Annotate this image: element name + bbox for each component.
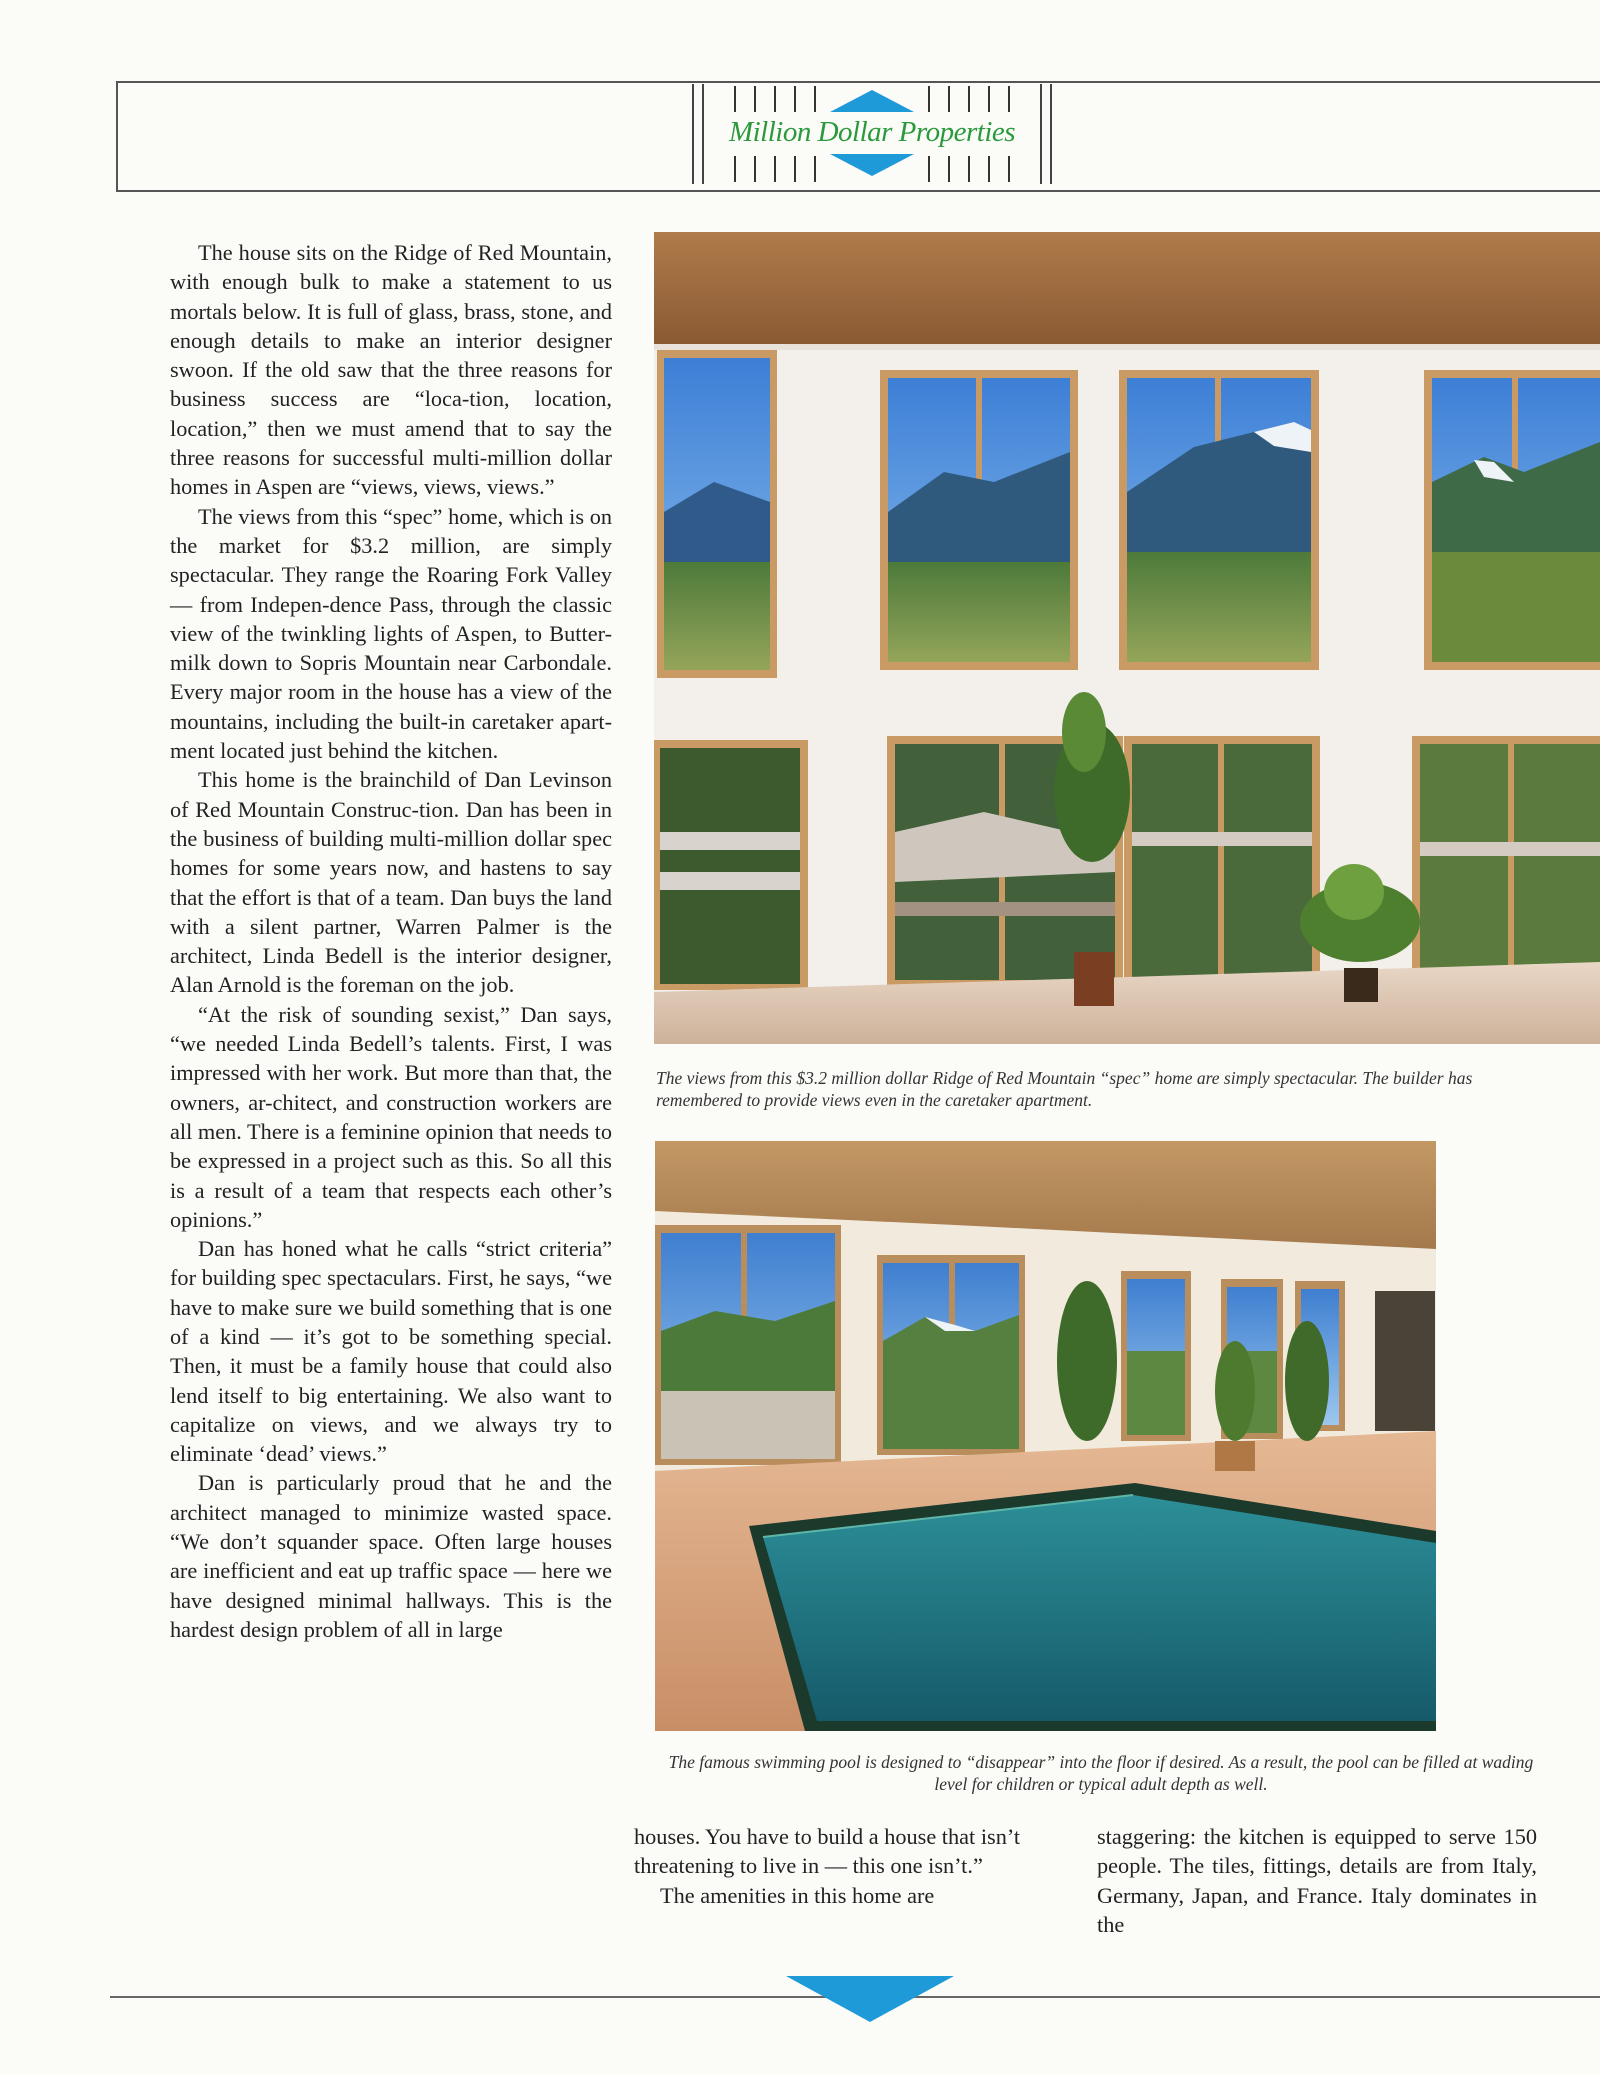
bottom-arrow-icon xyxy=(786,1976,954,2022)
article-paragraph: “At the risk of sounding sexist,” Dan says, “we needed Linda Bedell’s talents. First, I was impressed with her work. But more than that, the owners, ar-chitect, and construction workers are all men. There is a feminine opinion that needs to be expressed in a project such as this. So all this is a result of a team that respects each other’s opinions.” xyxy=(170,1001,612,1232)
indoor-pool-photo xyxy=(655,1141,1436,1731)
article-paragraph: Dan has honed what he calls “strict criteria” for building spec spectaculars. First, he says, “we have to make sure we build something that is one of a kind — it’s got to be something special. Then, it must be a family house that could also lend itself to big entertaining. We also want to capitalize on views, and we always try to eliminate ‘dead’ views.” xyxy=(170,1236,612,1467)
section-title: Million Dollar Properties xyxy=(728,116,1016,148)
article-paragraph: Dan is particularly proud that he and the architect managed to minimize wasted space. “We don’t squander space. Often large houses are inefficient and eat up traffic space — here we have designed minimal hallways. This is the hardest design problem of all in large xyxy=(170,1470,612,1642)
masthead-top-arrow-icon xyxy=(830,90,914,112)
photo-2-caption: The famous swimming pool is designed to “disappear” into the floor if desired. As a result, the pool can be filled at wading level for children or typical adult depth as well. xyxy=(668,1752,1534,1794)
section-masthead xyxy=(692,84,1052,184)
living-room-windows-photo xyxy=(654,232,1600,1044)
article-paragraph: houses. You have to build a house that isn’t threatening to live in — this one isn’t.” xyxy=(634,1824,1021,1879)
article-paragraph: staggering: the kitchen is equipped to serve 150 people. The tiles, fittings, details are from Italy, Germany, Japan, and France. Italy dominates in the xyxy=(1097,1824,1537,1937)
article-paragraph: The amenities in this home are xyxy=(660,1882,935,1908)
article-main-column xyxy=(170,238,612,1644)
header-top-rule xyxy=(116,81,1600,83)
article-paragraph: This home is the brainchild of Dan Levinson of Red Mountain Construc-tion. Dan has been in the business of building multi-million dollar spec homes for some years now, and hastens to say that the effort is that of a team. Dan buys the land with a silent partner, Warren Palmer is the architect, Linda Bedell is the interior designer, Alan Arnold is the foreman on the job. xyxy=(170,767,612,998)
header-bottom-rule xyxy=(116,190,1600,192)
masthead-bottom-ticks xyxy=(692,156,1052,182)
article-paragraph: The house sits on the Ridge of Red Mountain, with enough bulk to make a statement to us mortals below. It is full of glass, brass, stone, and enough details to make an interior designer swoon. If the old saw that the three reasons for business success are “loca-tion, location, location,” then we must amend that to say the three reasons for successful multi-million dollar homes in Aspen are “views, views, views.” xyxy=(170,240,612,500)
article-paragraph: The views from this “spec” home, which is on the market for $3.2 million, are simply spectacular. They range the Roaring Fork Valley — from Indepen-dence Pass, through the classic view of the twinkling lights of Aspen, to Butter-milk down to Sopris Mountain near Carbondale. Every major room in the house has a view of the mountains, including the built-in caretaker apart-ment located just behind the kitchen. xyxy=(170,503,612,764)
photo-1-caption: The views from this $3.2 million dollar Ridge of Red Mountain “spec” home are simply spectacular. The builder has remembered to provide views even in the caretaker apartment. xyxy=(656,1068,1473,1110)
article-column-b xyxy=(634,1822,1064,1910)
article-column-c xyxy=(1097,1822,1537,1939)
header-left-rule xyxy=(116,81,118,192)
